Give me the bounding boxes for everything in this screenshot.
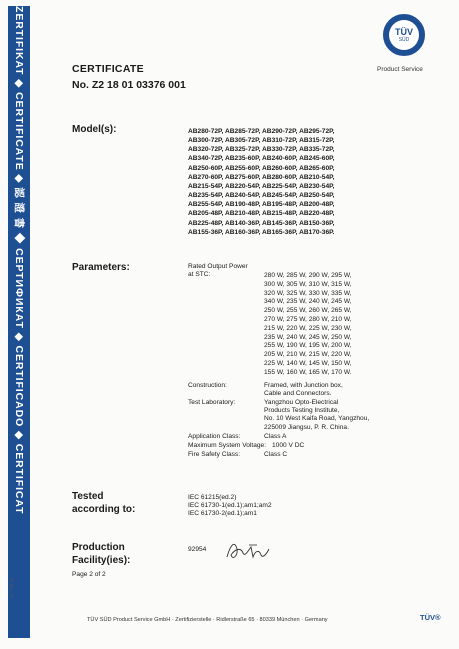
rated-output-label	[188, 263, 248, 279]
production-facility-value: 92954	[188, 546, 207, 553]
tuv-logo-icon	[383, 14, 425, 56]
standard-item: IEC 61215(ed.2)	[188, 494, 237, 501]
parameters-label: Parameters:	[72, 262, 130, 273]
test-lab-label: Test Laboratory:	[188, 399, 236, 406]
construction-line: Cable and Connectors.	[264, 390, 332, 398]
standards-list	[188, 494, 272, 519]
power-line: 270 W, 275 W, 280 W, 210 W,	[264, 315, 352, 323]
rated-output-label-line: Rated Output Power	[188, 263, 248, 270]
signature-icon	[223, 537, 271, 565]
lab-line: Yangzhou Opto-Electrical	[264, 399, 339, 406]
model-line: AB235-54P, AB240-54P, AB245-54P, AB250-54P,	[188, 192, 335, 200]
model-line: AB270-60P, AB275-60P, AB280-60P, AB210-54P,	[188, 173, 335, 181]
fire-class-label: Fire Safety Class:	[188, 451, 241, 458]
power-line: 300 W, 305 W, 310 W, 315 W,	[264, 280, 352, 288]
power-line: 235 W, 240 W, 245 W, 250 W,	[264, 333, 352, 341]
max-voltage-label: Maximum System Voltage:	[188, 442, 267, 449]
model-line: AB155-36P, AB160-36P, AB165-36P, AB170-36P.	[188, 228, 335, 236]
lab-line: Products Testing Institute,	[264, 407, 340, 415]
construction-value	[264, 382, 343, 398]
certificate-title: CERTIFICATE	[72, 63, 144, 75]
power-line: 255 W, 190 W, 195 W, 200 W,	[264, 342, 352, 350]
power-line: 280 W, 285 W, 290 W, 295 W,	[264, 272, 352, 279]
application-class-value: Class A	[264, 433, 287, 440]
logo-subtitle: SÜD	[398, 37, 410, 43]
lab-line: No. 10 West Kaifa Road, Yangzhou,	[264, 415, 370, 423]
power-line: 205 W, 210 W, 215 W, 220 W,	[264, 351, 352, 359]
test-lab-value	[264, 399, 369, 432]
standard-item: IEC 61730-1(ed.1);am1;am2	[188, 502, 272, 510]
models-label: Model(s):	[72, 124, 117, 135]
certificate-number: No. Z2 18 01 03376 001	[72, 79, 186, 91]
tested-according-label	[72, 490, 135, 516]
application-class-label: Application Class:	[188, 433, 241, 440]
model-line: AB300-72P, AB305-72P, AB310-72P, AB315-72P,	[188, 137, 335, 145]
logo-title: TÜV	[395, 27, 413, 37]
power-line: 340 W, 235 W, 240 W, 245 W,	[264, 298, 352, 306]
power-line: 320 W, 325 W, 330 W, 335 W,	[264, 289, 352, 297]
model-line: AB205-48P, AB210-48P, AB215-48P, AB220-48P,	[188, 210, 335, 218]
model-line: AB215-54P, AB220-54P, AB225-54P, AB230-54P,	[188, 182, 335, 190]
power-line: 225 W, 140 W, 145 W, 150 W,	[264, 359, 352, 367]
model-line: AB280-72P, AB285-72P, AB290-72P, AB295-72P,	[188, 128, 335, 135]
power-line: 215 W, 220 W, 225 W, 230 W,	[264, 324, 352, 332]
models-list	[188, 127, 335, 237]
form-code: A1 / 04.11	[9, 577, 14, 598]
model-line: AB250-60P, AB255-60P, AB260-60P, AB265-60P,	[188, 164, 335, 172]
max-voltage-value: 1000 V DC	[272, 442, 305, 449]
power-line: 250 W, 255 W, 260 W, 265 W,	[264, 307, 352, 315]
footer-address: TÜV SÜD Product Service GmbH · Zertifizierstelle · Ridlerstraße 65 · 80339 München · Germany	[87, 617, 328, 623]
lab-line: 225009 Jiangsu, P. R. China.	[264, 423, 349, 431]
model-line: AB320-72P, AB325-72P, AB330-72P, AB335-72P,	[188, 146, 335, 154]
power-line: 155 W, 160 W, 165 W, 170 W.	[264, 368, 352, 376]
production-label-line: Production	[72, 542, 125, 553]
tested-label-line: Tested	[72, 491, 104, 502]
tested-label-line: according to:	[72, 504, 136, 515]
product-service-label: Product Service	[377, 66, 423, 73]
production-facility-label	[72, 541, 130, 567]
model-line: AB255-54P, AB190-48P, AB195-48P, AB200-48P,	[188, 201, 335, 209]
page-number: Page 2 of 2	[72, 571, 106, 578]
model-line: AB225-48P, AB140-36P, AB145-36P, AB150-36P,	[188, 219, 335, 227]
model-line: AB340-72P, AB235-60P, AB240-60P, AB245-60P,	[188, 155, 335, 163]
certificate-sidebar	[8, 6, 30, 638]
standard-item: IEC 61730-2(ed.1);am1	[188, 510, 257, 518]
construction-line: Framed, with Junction box,	[264, 382, 343, 389]
rated-output-values	[264, 272, 352, 378]
fire-class-value: Class C	[264, 451, 288, 458]
footer-logo-icon: TÜV®	[420, 613, 441, 622]
production-label-line: Facility(ies):	[72, 555, 131, 566]
sidebar-multilingual-text: ZERTIFIKAT ◆ CERTIFICATE ◆ 認 證 書 ◆ СЕРТИФИКАТ ◆ CERTIFICADO ◆ CERTIFICAT	[13, 6, 25, 515]
rated-output-label-line: at STC:	[188, 271, 211, 279]
construction-label: Construction:	[188, 382, 227, 389]
